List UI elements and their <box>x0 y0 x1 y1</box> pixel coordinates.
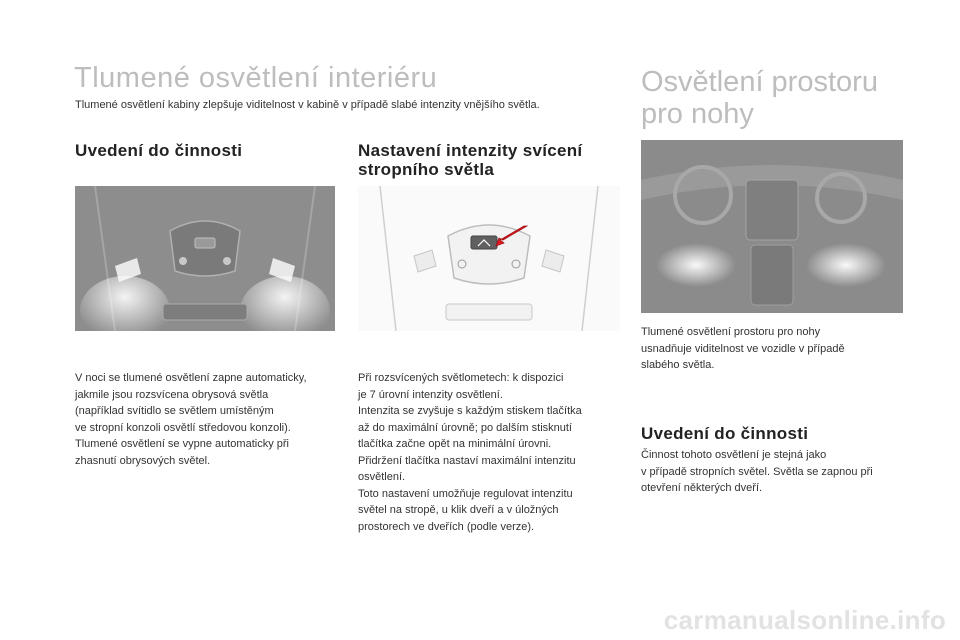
intensity-heading-line2: stropního světla <box>358 160 495 179</box>
activation-heading: Uvedení do činnosti <box>75 141 243 160</box>
watermark: carmanualsonline.info <box>663 605 946 635</box>
intensity-button-image <box>358 186 620 331</box>
intensity-text: Při rozsvícených světlometech: k dispozici je 7 úrovní intenzity osvětlení. Intenzita se zvyšuje s každým stiskem tlačítka až do maximální úrovně; po dalším stisknutí tlačítka začne opět na minimální úrovni. Přidržení tlačítka nastaví maximální intenzitu osvětlení. Toto nastavení umožňuje regulovat intenzitu světel na stropě, u klik dveří a v úložných prostorech ve dveřích (podle verze). <box>358 372 582 533</box>
intensity-heading-line1: Nastavení intenzity svícení <box>358 141 583 160</box>
footwell-title: Osvětlení prostoru pro nohy <box>641 66 878 130</box>
intro-text: Tlumené osvětlení kabiny zlepšuje viditelnost v kabině v případě slabé intenzity vnějšího světla. <box>75 99 540 111</box>
footwell-activation-heading: Uvedení do činnosti <box>641 424 809 443</box>
ceiling-light-image <box>75 186 335 331</box>
activation-text: V noci se tlumené osvětlení zapne automaticky, jakmile jsou rozsvícena obrysová světla (například svítidlo se světlem umístěným ve stropní konzoli osvětlí středovou konzoli). Tlumené osvětlení se vypne automaticky při zhasnutí obrysových světel. <box>75 372 307 467</box>
footwell-image <box>641 140 903 313</box>
footwell-text: Tlumené osvětlení prostoru pro nohy usnadňuje viditelnost ve vozidle v případě slabého světla. <box>641 326 845 371</box>
intensity-heading <box>358 141 628 179</box>
footwell-activation-text: Činnost tohoto osvětlení je stejná jako v případě stropních světel. Světla se zapnou při otevření některých dveří. <box>641 449 873 494</box>
page-title: Tlumené osvětlení interiéru <box>74 62 438 94</box>
